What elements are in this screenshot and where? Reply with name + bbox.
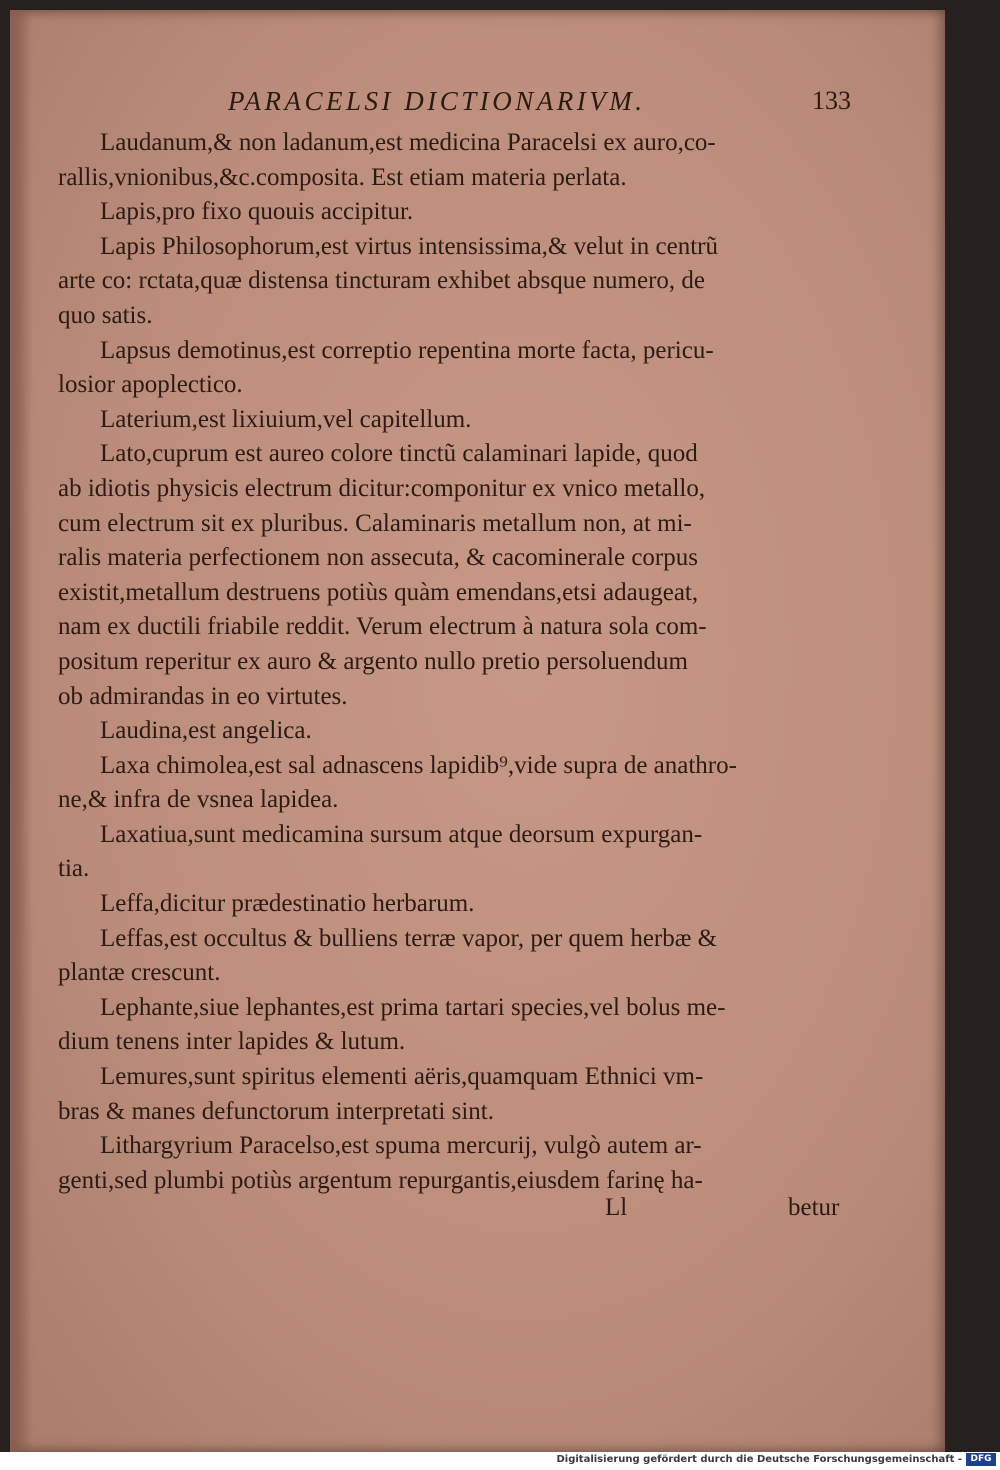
text-line: plantæ crescunt.: [58, 959, 221, 987]
text-line: Lato,cuprum est aureo colore tinctũ calaminari lapide, quod: [100, 440, 698, 468]
text-line: Lithargyrium Paracelso,est spuma mercurij, vulgò autem ar-: [100, 1132, 702, 1160]
text-line: losior apoplectico.: [58, 371, 243, 399]
text-line: positum reperitur ex auro & argento nullo pretio persoluendum: [58, 647, 688, 675]
text-line: dium tenens inter lapides & lutum.: [58, 1028, 406, 1056]
text-line: existit,metallum destruens potiùs quàm emendans,etsi adaugeat,: [58, 578, 699, 606]
text-line: Laterium,est lixiuium,vel capitellum.: [100, 405, 472, 433]
text-line: tia.: [58, 855, 90, 883]
text-line: ab idiotis physicis electrum dicitur:componitur ex vnico metallo,: [58, 474, 706, 502]
text-line: ralis materia perfectionem non assecuta, & cacominerale corpus: [58, 544, 698, 572]
text-line: Lapis,pro fixo quouis accipitur.: [100, 198, 414, 226]
text-line: Lapis Philosophorum,est virtus intensissima,& velut in centrũ: [100, 232, 719, 260]
text-line: Laudina,est angelica.: [100, 717, 312, 745]
text-line: Laudanum,& non ladanum,est medicina Paracelsi ex auro,co-: [100, 129, 716, 156]
text-line: Leffa,dicitur prædestinatio herbarum.: [100, 890, 475, 918]
catchword: betur: [788, 1194, 840, 1221]
text-line: arte co: rctata,quæ distensa tincturam exhibet absque numero, de: [58, 267, 705, 295]
text-line: genti,sed plumbi potiùs argentum repurgantis,eiusdem farinę ha-: [58, 1166, 703, 1194]
text-line: Lephante,siue lephantes,est prima tartari species,vel bolus me-: [100, 993, 726, 1021]
footer-credit: Digitalisierung gefördert durch die Deutsche Forschungsgemeinschaft -: [556, 1454, 962, 1465]
text-line: rallis,vnionibus,&c.composita. Est etiam materia perlata.: [58, 163, 627, 191]
text-line: ob admirandas in eo virtutes.: [58, 682, 348, 710]
signature-mark: Ll: [605, 1194, 628, 1221]
text-line: Laxatiua,sunt medicamina sursum atque deorsum expurgan-: [100, 820, 703, 848]
page-gutter-shadow: [10, 10, 32, 1452]
text-line: bras & manes defunctorum interpretati sint.: [58, 1097, 494, 1125]
text-line: Leffas,est occultus & bulliens terræ vapor, per quem herbæ &: [100, 924, 718, 952]
text-line: ne,& infra de vsnea lapidea.: [58, 786, 339, 814]
dfg-logo: DFG: [966, 1453, 996, 1466]
page-number: 133: [812, 86, 851, 115]
text-line: cum electrum sit ex pluribus. Calaminaris metallum non, at mi-: [58, 509, 692, 537]
text-line: Lemures,sunt spiritus elementi aëris,quamquam Ethnici vm-: [100, 1063, 704, 1091]
text-line: nam ex ductili friabile reddit. Verum electrum à natura sola com-: [58, 613, 707, 641]
running-head: PARACELSI DICTIONARIVM.: [228, 86, 646, 116]
text-line: Lapsus demotinus,est correptio repentina morte facta, pericu-: [100, 336, 714, 364]
body-text: [58, 126, 848, 1198]
text-line: Laxa chimolea,est sal adnascens lapidib⁹,vide supra de anathro-: [100, 751, 737, 779]
text-line: quo satis.: [58, 301, 153, 329]
